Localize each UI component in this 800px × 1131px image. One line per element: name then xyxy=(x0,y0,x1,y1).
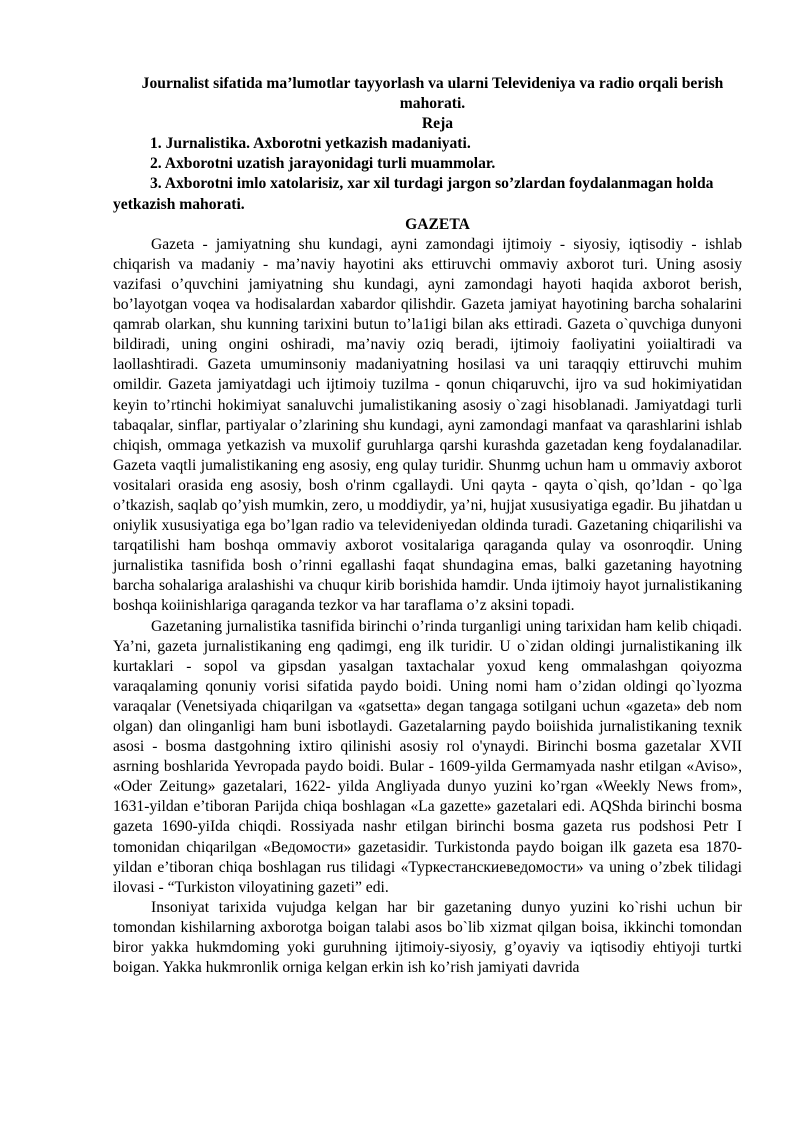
document-title: Journalist sifatida ma’lumotlar tayyorlash va ularni Televideniya va radio orqali berish mahorati. xyxy=(141,75,724,113)
document-page xyxy=(113,74,742,978)
section-heading: GAZETA xyxy=(405,215,470,233)
plan-item: 2. Axborotni uzatish jarayonidagi turli muammolar. xyxy=(150,155,496,173)
body-paragraph: Insoniyat tarixida vujudga kelgan har bir gazetaning dunyo yuzini ko`rishi uchun bir tomondan kishilarning axborotga boigan talabi asos bo`lib xizmat qilgan boisa, ikkinchi tomondan biror yakka hukmdoming yoki guruhning ijtimoiy-siyosiy, g’oyaviy va iqtisodiy ehtiyoji turtki boigan. Yakka hukmronlik orniga kelgan erkin ish ko’rish jamiyati davrida xyxy=(113,898,742,977)
plan-item: 1. Jurnalistika. Axborotni yetkazish madaniyati. xyxy=(150,135,471,153)
plan-item: 3. Axborotni imlo xatolarisiz, xar xil turdagi jargon so’zlardan foydalanmagan holda yetkazish mahorati. xyxy=(113,175,714,213)
plan-heading: Reja xyxy=(421,115,454,133)
body-paragraph: Gazeta - jamiyatning shu kundagi, ayni zamondagi ijtimoiy - siyosiy, iqtisodiy - ishlab chiqarish va madaniy - ma’naviy hayotini aks ettiruvchi ommaviy axborot turi. Uning asosiy vazifasi o’quvchini jamiyatning shu kundagi, ayni zamondagi hayoti haqida axborot berish, bo’layotgan voqea va hodisalardan xabardor qilishdir. Gazeta jamiyat hayotining barcha sohalarini qamrab olarkan, shu kunning tarixini butun to’la1igi bilan aks ettiradi. Gazeta o`quvchiga dunyoni bildiradi, uning ongini oshiradi, ma’naviy oziq beradi, ijtimoiy faoliyatini yoiialtiradi va laollashtiradi. Gazeta umuminsoniy madaniyatning hosilasi va uni taraqqiy ettiruvchi muhim omildir. Gazeta jamiyatdagi uch ijtimoiy tuzilma - qonun chiqaruvchi, ijro va sud hokimiyatidan keyin to’rtinchi hokimiyat sanaluvchi jumalistikaning asosiy o`zagi hisoblanadi. Jamiyatdagi turli tabaqalar, sinflar, partiyalar o’zlarining shu kundagi, ayni zamondagi manfaat va qarashlarini ishlab chiqish, ommaga yetkazish va muxolif guruhlarga qarshi kurashda gazetadan keng foydalanadilar. Gazeta vaqtli jumalistikaning eng asosiy, eng qulay turidir. Shunmg uchun ham u ommaviy axborot vositalari orasida eng asosiy, bosh o'rinm cgallaydi. Uni qayta - qayta o`qish, qo’ldan - qo`lga o’tkazish, saqlab qo’yish mumkin, zero, u moddiydir, ya’ni, hujjat xususiyatiga egadir. Bu jihatdan u oniylik xususiyatiga ega bo’lgan radio va televideniyedan oldinda turadi. Gazetaning chiqarilishi va tarqatilishi ham boshqa ommaviy axborot vositalariga qaraganda qulay va osonroqdir. Uning jurnalistika tasnifida bosh o’rinni egallashi faqat shundagina emas, balki gazetaning hayotning barcha sohalariga aralashishi va chuqur kirib borishida hamdir. Unda ijtimoiy hayot jurnalistikaning boshqa koiinishlariga qaraganda tezkor va har taraflama o’z aksini topadi. xyxy=(113,235,742,615)
body-paragraph: Gazetaning jurnalistika tasnifida birinchi o’rinda turganligi uning tarixidan ham kelib chiqadi. Ya’ni, gazeta jurnalistikaning eng qadimgi, eng ilk turidir. U o`zidan oldingi jurnalistikaning ilk kurtaklari - sopol va gipsdan yasalgan taxtachalar yoxud keng ommalashgan qoiyozma varaqalaming qonuniy vorisi sifatida paydo boidi. Uning nomi ham o’zidan oldingi qo`lyozma varaqalar (Venetsiyada chiqarilgan va «gatsetta» degan tangaga sotilgani uchun «gazeta» deb nom olgan) dan olinganligi ham buni isbotlaydi. Gazetalarning paydo boiishida jurnalistikaning texnik asosi - bosma dastgohning ixtiro qilinishi asosiy rol o'ynaydi. Birinchi bosma gazetalar XVII asrning boshlarida Yevropada paydo boidi. Bular - 1609-yilda Germamyada nashr etilgan «Aviso», «Oder Zeitung» gazetalari, 1622- yilda Angliyada dunyo yuzini ko’rgan «Weekly News from», 1631-yildan e’tiboran Parijda chiqa boshlagan «La gazette» gazetalari edi. AQShda birinchi bosma gazeta 1690-yiIda chiqdi. Rossiyada nashr etilgan birinchi bosma gazeta rus podshosi Petr I tomonidan chiqarilgan «Ведомости» gazetasidir. Turkistonda paydo boigan ilk gazeta esa 1870-yildan e’tiboran chiqa boshlagan rus tilidagi «Туркестанскиеведомости» va uning o’zbek tilidagi ilovasi - “Turkiston viloyatining gazeti” edi. xyxy=(113,617,742,896)
